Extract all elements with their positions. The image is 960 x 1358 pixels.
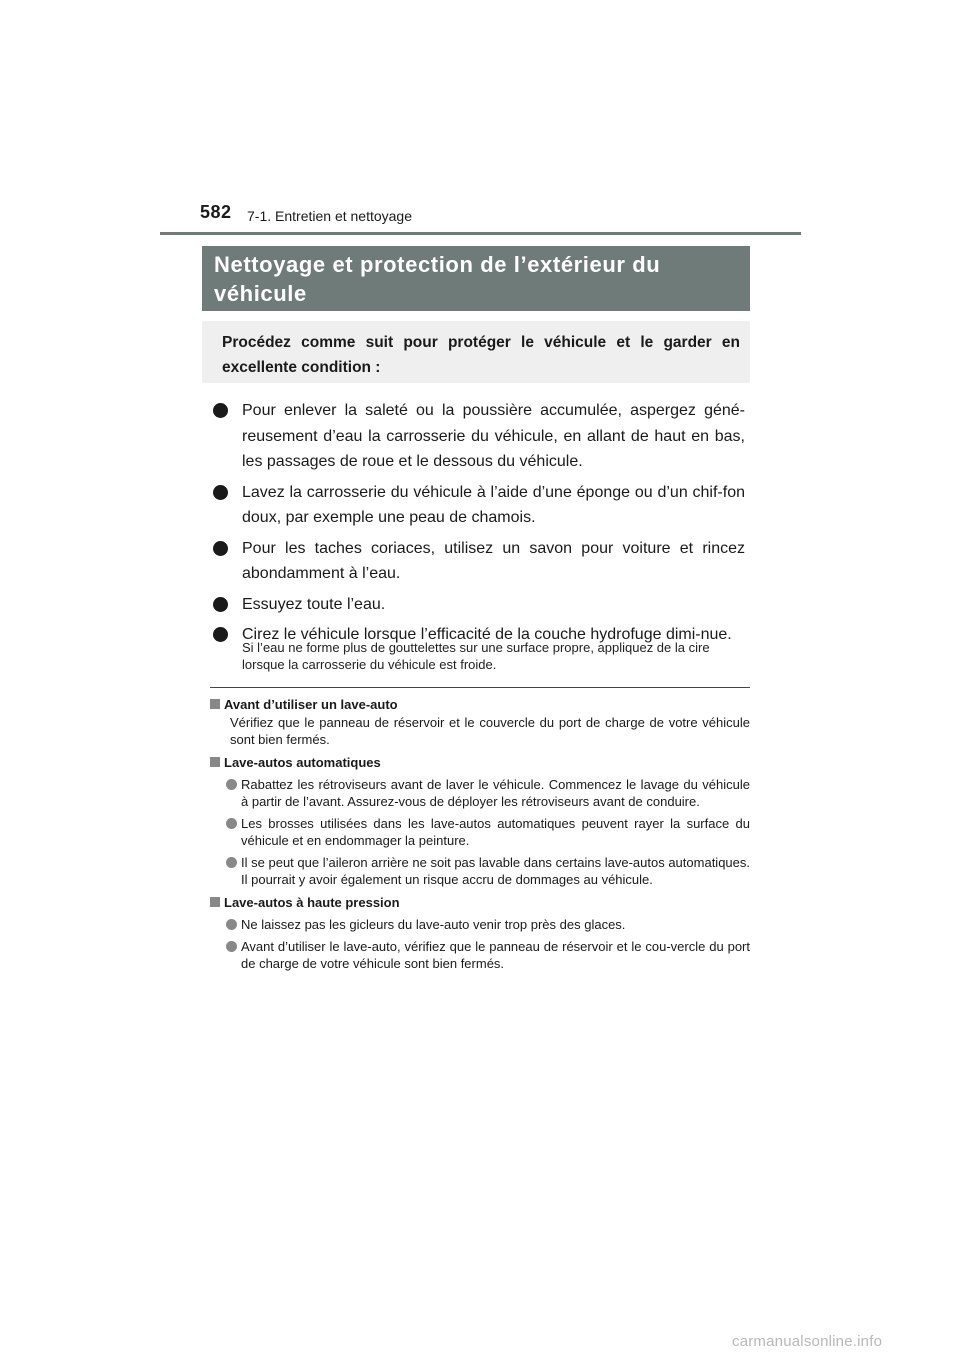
list-item-text: Ne laissez pas les gicleurs du lave-auto venir trop près des glaces.: [241, 917, 626, 932]
bullet-icon: [226, 857, 237, 868]
note-text-before-wash: Vérifiez que le panneau de réservoir et le couvercle du port de charge de votre véhicule sont bien fermés.: [230, 715, 750, 747]
list-item-text: Pour enlever la saleté ou la poussière accumulée, aspergez géné-reusement d’eau la carrosserie du véhicule, en allant de haut en bas, les passages de roue et le dessous du véhicule.: [242, 402, 745, 470]
list-item-text: Lavez la carrosserie du véhicule à l’aide d’une éponge ou d’un chif-fon doux, par exemple une peau de chamois.: [242, 483, 745, 526]
square-bullet-icon: [210, 897, 220, 907]
list-item-text: Rabattez les rétroviseurs avant de laver le véhicule. Commencez le lavage du véhicule à partir de l’avant. Assurez-vous de déployer les rétroviseurs avant de conduire.: [241, 777, 750, 809]
note-heading-automatic: [210, 754, 750, 771]
bullet-icon: [213, 627, 228, 642]
list-item-text: Cirez le véhicule lorsque l’efficacité de la couche hydrofuge dimi-nue.: [242, 626, 732, 643]
note-heading-text: Lave-autos automatiques: [224, 755, 381, 770]
page-title-line-2: véhicule: [214, 281, 307, 306]
note-heading-text: Avant d’utiliser un lave-auto: [224, 697, 398, 712]
bullet-icon: [226, 779, 237, 790]
wax-note: Si l’eau ne forme plus de gouttelettes sur une surface propre, appliquez de la cire lorsque la carrosserie du véhicule est froide.: [242, 640, 710, 672]
page-title: [202, 246, 750, 311]
list-item: [210, 776, 750, 810]
intro-box: [202, 321, 750, 383]
bullet-icon: [226, 919, 237, 930]
list-item-text: Il se peut que l’aileron arrière ne soit pas lavable dans certains lave-autos automatiques. Il pourrait y avoir également un risque accru de dommages au véhicule.: [241, 855, 750, 887]
notes-section: [210, 696, 750, 972]
watermark: carmanualsonline.info: [732, 1333, 883, 1350]
bullet-icon: [226, 818, 237, 829]
bullet-icon: [213, 597, 228, 612]
list-item: [210, 480, 745, 531]
bullet-icon: [213, 403, 228, 418]
note-heading-text: Lave-autos à haute pression: [224, 895, 400, 910]
square-bullet-icon: [210, 699, 220, 709]
note-heading-high-pressure: [210, 894, 750, 911]
list-item-text: Avant d’utiliser le lave-auto, vérifiez que le panneau de réservoir et le cou-vercle du port de charge de votre véhicule sont bien fermés.: [241, 939, 750, 971]
list-item: [210, 536, 745, 587]
list-item: [210, 592, 745, 618]
header-rule: [160, 232, 801, 235]
list-item: [210, 916, 750, 933]
list-item: [210, 854, 750, 888]
page-number: 582: [200, 202, 232, 222]
bullet-icon: [213, 485, 228, 500]
section-divider: [210, 687, 750, 688]
note-heading-before-wash: [210, 696, 750, 713]
intro-text: Procédez comme suit pour protéger le véhicule et le garder en excellente condition :: [222, 334, 740, 376]
square-bullet-icon: [210, 757, 220, 767]
list-item: [210, 938, 750, 972]
list-item-text: Les brosses utilisées dans les lave-autos automatiques peuvent rayer la surface du véhicule et en endommager la peinture.: [241, 816, 750, 848]
list-item-text: Pour les taches coriaces, utilisez un savon pour voiture et rincez abondamment à l’eau.: [242, 539, 745, 582]
list-item: [210, 398, 745, 475]
bullet-icon: [213, 541, 228, 556]
section-label: 7-1. Entretien et nettoyage: [247, 208, 412, 224]
bullet-icon: [226, 941, 237, 952]
list-item: [210, 815, 750, 849]
cleaning-steps-list: [210, 398, 745, 653]
list-item-text: Essuyez toute l’eau.: [242, 595, 386, 613]
page-title-line-1: Nettoyage et protection de l’extérieur du: [214, 252, 661, 277]
